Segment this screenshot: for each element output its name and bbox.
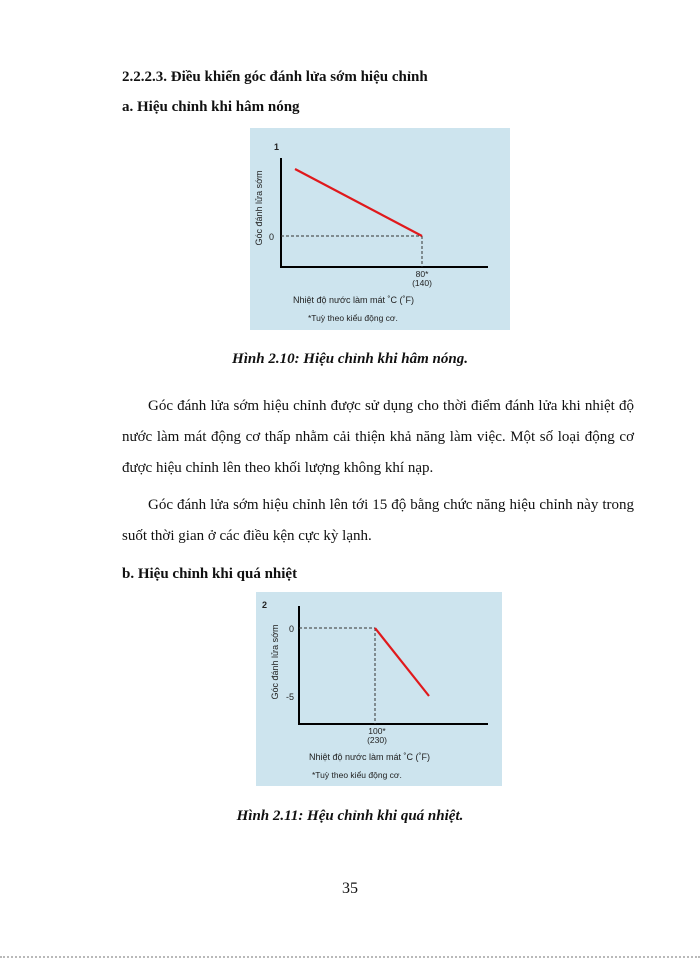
x-axis-label: Nhiệt độ nước làm mát ˚C (˚F) (293, 295, 414, 305)
figure-number: 2 (262, 600, 268, 610)
section-title: 2.2.2.3. Điều khiển góc đánh lửa sớm hiệu chỉnh (122, 69, 428, 85)
footnote: *Tuỳ theo kiểu động cơ. (308, 313, 398, 323)
figure-caption: Hình 2.10: Hiệu chỉnh khi hâm nóng. (232, 351, 468, 367)
figure-overheat-chart (256, 592, 502, 786)
x-tick-celsius: 100* (368, 726, 386, 736)
x-axis-label: Nhiệt độ nước làm mát ˚C (˚F) (309, 752, 430, 762)
y-tick-minus5: -5 (285, 692, 294, 702)
figure-warmup-chart (250, 128, 510, 330)
y-axis-label: Góc đánh lửa sớm (270, 624, 280, 700)
subsection-a-title: a. Hiệu chỉnh khi hâm nóng (122, 99, 300, 115)
page-number: 35 (342, 880, 358, 897)
correction-curve (295, 169, 422, 236)
x-tick-fahrenheit: (230) (367, 735, 387, 745)
x-tick-fahrenheit: (140) (412, 278, 432, 288)
paragraph: Góc đánh lửa sớm hiệu chỉnh lên tới 15 độ bằng chức năng hiệu chỉnh này trong suốt thời gian ở các điều kện cực kỳ lạnh. (122, 497, 634, 544)
correction-curve (375, 628, 429, 696)
y-tick-0: 0 (288, 624, 294, 634)
y-axis-label: Góc đánh lửa sớm (254, 170, 264, 246)
paragraph: Góc đánh lửa sớm hiệu chỉnh được sử dụng cho thời điểm đánh lửa khi nhiệt độ nước làm mát động cơ thấp nhằm cải thiện khả năng làm việc. Một số loại động cơ được hiệu chỉnh lên theo khối lượng không khí nạp. (122, 398, 634, 476)
x-tick-celsius: 80* (415, 269, 429, 279)
y-tick-0: 0 (268, 232, 274, 242)
footnote: *Tuỳ theo kiểu động cơ. (312, 770, 402, 780)
figure-warmup-correction (250, 128, 510, 330)
figure-overheat-correction (256, 592, 502, 786)
page-bottom-divider (0, 956, 700, 958)
body-text (122, 391, 634, 484)
figure-caption: Hình 2.11: Hệu chỉnh khi quá nhiệt. (236, 808, 464, 824)
subsection-b-title: b. Hiệu chỉnh khi quá nhiệt (122, 566, 298, 582)
body-text (122, 490, 634, 552)
figure-number: 1 (274, 142, 280, 152)
